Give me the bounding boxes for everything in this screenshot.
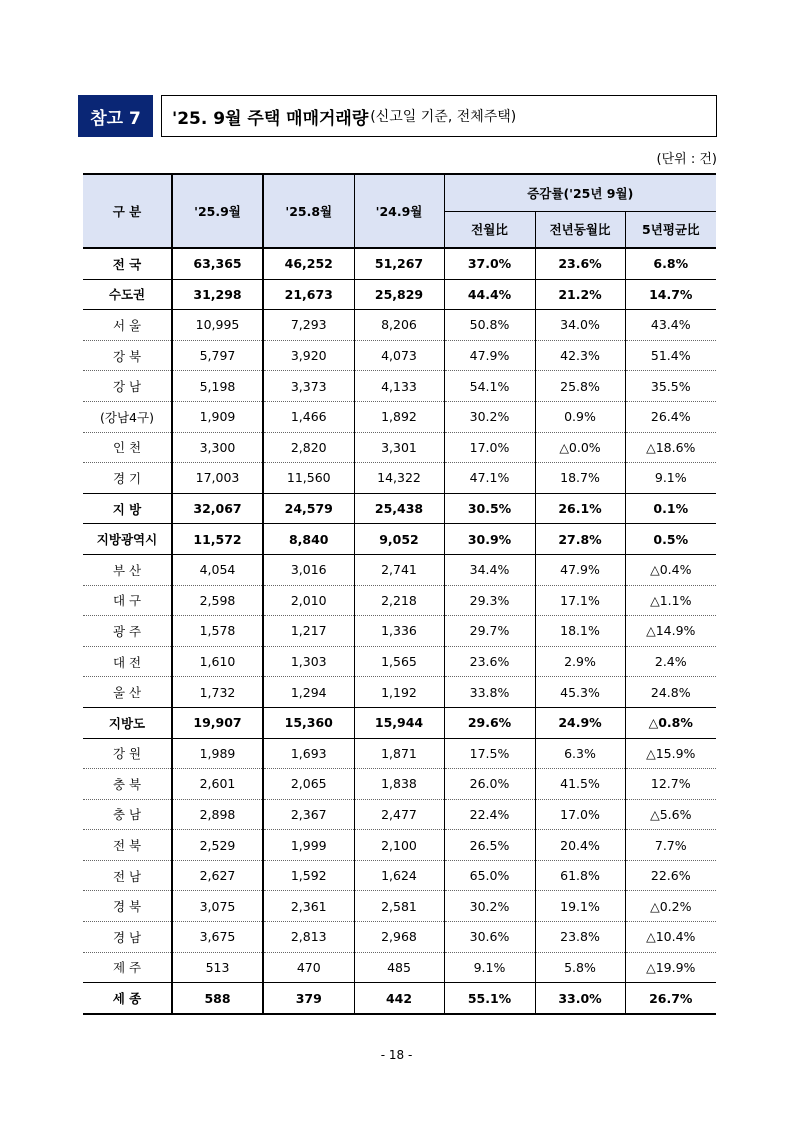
- mom-cell: 29.6%: [444, 707, 535, 738]
- yoy-cell: 42.3%: [535, 340, 625, 371]
- header-change-rate-group: 증감률('25년 9월): [444, 174, 716, 211]
- region-cell: 대 구: [83, 585, 172, 616]
- title-box: [161, 95, 717, 137]
- prev-year-cell: 2,218: [354, 585, 444, 616]
- prev-year-cell: 1,336: [354, 616, 444, 647]
- current-month-cell: 3,300: [172, 432, 263, 463]
- prev-month-cell: 2,065: [263, 769, 354, 800]
- prev-month-cell: 3,373: [263, 371, 354, 402]
- yoy-cell: 26.1%: [535, 493, 625, 524]
- table-row: [83, 463, 716, 494]
- table-row: [83, 830, 716, 861]
- table-row: [83, 707, 716, 738]
- mom-cell: 50.8%: [444, 310, 535, 341]
- avg5-cell: 51.4%: [625, 340, 716, 371]
- table-row: [83, 248, 716, 279]
- region-cell: 지방도: [83, 707, 172, 738]
- region-cell: 세 종: [83, 983, 172, 1014]
- region-cell: 경 남: [83, 922, 172, 953]
- mom-cell: 55.1%: [444, 983, 535, 1014]
- mom-cell: 54.1%: [444, 371, 535, 402]
- prev-month-cell: 7,293: [263, 310, 354, 341]
- region-cell: 경 북: [83, 891, 172, 922]
- current-month-cell: 1,578: [172, 616, 263, 647]
- prev-month-cell: 1,294: [263, 677, 354, 708]
- yoy-cell: 18.7%: [535, 463, 625, 494]
- region-cell: 대 전: [83, 646, 172, 677]
- current-month-cell: 10,995: [172, 310, 263, 341]
- table-row: [83, 371, 716, 402]
- prev-month-cell: 1,999: [263, 830, 354, 861]
- region-cell: 충 남: [83, 799, 172, 830]
- prev-year-cell: 25,438: [354, 493, 444, 524]
- current-month-cell: 2,601: [172, 769, 263, 800]
- table-row: [83, 340, 716, 371]
- title-bar: [78, 95, 717, 137]
- yoy-cell: 17.0%: [535, 799, 625, 830]
- header-prev-month: '25.8월: [263, 174, 354, 248]
- prev-year-cell: 4,133: [354, 371, 444, 402]
- table-row: [83, 738, 716, 769]
- avg5-cell: 14.7%: [625, 279, 716, 310]
- yoy-cell: 61.8%: [535, 860, 625, 891]
- mom-cell: 17.0%: [444, 432, 535, 463]
- avg5-cell: 9.1%: [625, 463, 716, 494]
- table-row: [83, 585, 716, 616]
- prev-month-cell: 1,217: [263, 616, 354, 647]
- current-month-cell: 63,365: [172, 248, 263, 279]
- current-month-cell: 2,529: [172, 830, 263, 861]
- current-month-cell: 588: [172, 983, 263, 1014]
- table-row: [83, 860, 716, 891]
- mom-cell: 22.4%: [444, 799, 535, 830]
- yoy-cell: 18.1%: [535, 616, 625, 647]
- prev-month-cell: 24,579: [263, 493, 354, 524]
- avg5-cell: △14.9%: [625, 616, 716, 647]
- prev-year-cell: 2,741: [354, 554, 444, 585]
- mom-cell: 30.2%: [444, 891, 535, 922]
- avg5-cell: 26.7%: [625, 983, 716, 1014]
- current-month-cell: 513: [172, 952, 263, 983]
- avg5-cell: △1.1%: [625, 585, 716, 616]
- mom-cell: 17.5%: [444, 738, 535, 769]
- prev-month-cell: 1,693: [263, 738, 354, 769]
- prev-month-cell: 1,303: [263, 646, 354, 677]
- avg5-cell: 0.5%: [625, 524, 716, 555]
- avg5-cell: 12.7%: [625, 769, 716, 800]
- prev-month-cell: 470: [263, 952, 354, 983]
- prev-month-cell: 2,367: [263, 799, 354, 830]
- table-row: [83, 646, 716, 677]
- yoy-cell: 21.2%: [535, 279, 625, 310]
- avg5-cell: 24.8%: [625, 677, 716, 708]
- avg5-cell: 2.4%: [625, 646, 716, 677]
- table-row: [83, 769, 716, 800]
- table-row: [83, 616, 716, 647]
- prev-year-cell: 51,267: [354, 248, 444, 279]
- mom-cell: 26.0%: [444, 769, 535, 800]
- prev-month-cell: 8,840: [263, 524, 354, 555]
- prev-year-cell: 2,968: [354, 922, 444, 953]
- region-cell: 지 방: [83, 493, 172, 524]
- region-cell: 충 북: [83, 769, 172, 800]
- housing-transactions-table: [83, 173, 716, 1015]
- prev-year-cell: 9,052: [354, 524, 444, 555]
- current-month-cell: 19,907: [172, 707, 263, 738]
- prev-month-cell: 2,820: [263, 432, 354, 463]
- current-month-cell: 31,298: [172, 279, 263, 310]
- region-cell: 인 천: [83, 432, 172, 463]
- current-month-cell: 5,198: [172, 371, 263, 402]
- current-month-cell: 32,067: [172, 493, 263, 524]
- region-cell: 전 북: [83, 830, 172, 861]
- prev-year-cell: 1,892: [354, 401, 444, 432]
- current-month-cell: 4,054: [172, 554, 263, 585]
- region-cell: 경 기: [83, 463, 172, 494]
- region-cell: 수도권: [83, 279, 172, 310]
- prev-year-cell: 2,100: [354, 830, 444, 861]
- yoy-cell: 2.9%: [535, 646, 625, 677]
- unit-label: (단위 : 건): [656, 152, 717, 167]
- table-row: [83, 554, 716, 585]
- header-region: 구 분: [83, 174, 172, 248]
- table-row: [83, 799, 716, 830]
- yoy-cell: 0.9%: [535, 401, 625, 432]
- table-row: [83, 677, 716, 708]
- yoy-cell: 17.1%: [535, 585, 625, 616]
- table-row: [83, 401, 716, 432]
- table-row: [83, 279, 716, 310]
- yoy-cell: 47.9%: [535, 554, 625, 585]
- header-yoy: 전년동월比: [535, 211, 625, 248]
- yoy-cell: 25.8%: [535, 371, 625, 402]
- avg5-cell: 0.1%: [625, 493, 716, 524]
- prev-month-cell: 2,010: [263, 585, 354, 616]
- prev-month-cell: 1,466: [263, 401, 354, 432]
- region-cell: 울 산: [83, 677, 172, 708]
- current-month-cell: 1,909: [172, 401, 263, 432]
- table-row: [83, 983, 716, 1014]
- current-month-cell: 1,989: [172, 738, 263, 769]
- current-month-cell: 11,572: [172, 524, 263, 555]
- current-month-cell: 5,797: [172, 340, 263, 371]
- mom-cell: 30.2%: [444, 401, 535, 432]
- prev-year-cell: 442: [354, 983, 444, 1014]
- table-row: [83, 310, 716, 341]
- prev-month-cell: 3,920: [263, 340, 354, 371]
- prev-month-cell: 11,560: [263, 463, 354, 494]
- mom-cell: 30.5%: [444, 493, 535, 524]
- region-cell: 강 북: [83, 340, 172, 371]
- current-month-cell: 1,610: [172, 646, 263, 677]
- prev-year-cell: 3,301: [354, 432, 444, 463]
- avg5-cell: △0.4%: [625, 554, 716, 585]
- prev-year-cell: 1,838: [354, 769, 444, 800]
- table-row: [83, 891, 716, 922]
- header-current-month: '25.9월: [172, 174, 263, 248]
- avg5-cell: △19.9%: [625, 952, 716, 983]
- page-number: - 18 -: [380, 1048, 413, 1062]
- mom-cell: 47.9%: [444, 340, 535, 371]
- current-month-cell: 3,675: [172, 922, 263, 953]
- avg5-cell: 26.4%: [625, 401, 716, 432]
- current-month-cell: 2,598: [172, 585, 263, 616]
- yoy-cell: △0.0%: [535, 432, 625, 463]
- prev-year-cell: 485: [354, 952, 444, 983]
- yoy-cell: 34.0%: [535, 310, 625, 341]
- table-row: [83, 524, 716, 555]
- avg5-cell: △0.8%: [625, 707, 716, 738]
- prev-month-cell: 46,252: [263, 248, 354, 279]
- prev-year-cell: 14,322: [354, 463, 444, 494]
- reference-badge: 참고 7: [78, 95, 153, 137]
- region-cell: 지방광역시: [83, 524, 172, 555]
- page-subtitle: (신고일 기준, 전체주택): [370, 109, 517, 125]
- avg5-cell: △18.6%: [625, 432, 716, 463]
- prev-month-cell: 15,360: [263, 707, 354, 738]
- prev-month-cell: 2,813: [263, 922, 354, 953]
- avg5-cell: △0.2%: [625, 891, 716, 922]
- mom-cell: 65.0%: [444, 860, 535, 891]
- table-row: [83, 493, 716, 524]
- region-cell: 부 산: [83, 554, 172, 585]
- prev-month-cell: 1,592: [263, 860, 354, 891]
- prev-year-cell: 1,565: [354, 646, 444, 677]
- mom-cell: 33.8%: [444, 677, 535, 708]
- prev-month-cell: 3,016: [263, 554, 354, 585]
- yoy-cell: 5.8%: [535, 952, 625, 983]
- region-cell: 강 남: [83, 371, 172, 402]
- prev-year-cell: 4,073: [354, 340, 444, 371]
- yoy-cell: 41.5%: [535, 769, 625, 800]
- yoy-cell: 24.9%: [535, 707, 625, 738]
- current-month-cell: 1,732: [172, 677, 263, 708]
- prev-month-cell: 21,673: [263, 279, 354, 310]
- avg5-cell: △5.6%: [625, 799, 716, 830]
- prev-year-cell: 1,871: [354, 738, 444, 769]
- yoy-cell: 45.3%: [535, 677, 625, 708]
- prev-year-cell: 25,829: [354, 279, 444, 310]
- mom-cell: 37.0%: [444, 248, 535, 279]
- table-row: [83, 922, 716, 953]
- yoy-cell: 20.4%: [535, 830, 625, 861]
- current-month-cell: 17,003: [172, 463, 263, 494]
- region-cell: 광 주: [83, 616, 172, 647]
- prev-year-cell: 1,624: [354, 860, 444, 891]
- current-month-cell: 3,075: [172, 891, 263, 922]
- yoy-cell: 33.0%: [535, 983, 625, 1014]
- region-cell: 제 주: [83, 952, 172, 983]
- mom-cell: 30.6%: [444, 922, 535, 953]
- mom-cell: 26.5%: [444, 830, 535, 861]
- prev-year-cell: 8,206: [354, 310, 444, 341]
- region-cell: 전 남: [83, 860, 172, 891]
- mom-cell: 47.1%: [444, 463, 535, 494]
- mom-cell: 30.9%: [444, 524, 535, 555]
- current-month-cell: 2,898: [172, 799, 263, 830]
- mom-cell: 29.3%: [444, 585, 535, 616]
- mom-cell: 34.4%: [444, 554, 535, 585]
- mom-cell: 9.1%: [444, 952, 535, 983]
- avg5-cell: 35.5%: [625, 371, 716, 402]
- prev-year-cell: 2,581: [354, 891, 444, 922]
- region-cell: (강남4구): [83, 401, 172, 432]
- prev-year-cell: 15,944: [354, 707, 444, 738]
- avg5-cell: 43.4%: [625, 310, 716, 341]
- yoy-cell: 27.8%: [535, 524, 625, 555]
- yoy-cell: 19.1%: [535, 891, 625, 922]
- table-row: [83, 952, 716, 983]
- page-title: '25. 9월 주택 매매거래량: [172, 108, 369, 129]
- avg5-cell: 6.8%: [625, 248, 716, 279]
- mom-cell: 23.6%: [444, 646, 535, 677]
- avg5-cell: △15.9%: [625, 738, 716, 769]
- region-cell: 강 원: [83, 738, 172, 769]
- avg5-cell: 22.6%: [625, 860, 716, 891]
- yoy-cell: 6.3%: [535, 738, 625, 769]
- region-cell: 서 울: [83, 310, 172, 341]
- mom-cell: 29.7%: [444, 616, 535, 647]
- yoy-cell: 23.8%: [535, 922, 625, 953]
- avg5-cell: △10.4%: [625, 922, 716, 953]
- header-5y-avg: 5년평균比: [625, 211, 716, 248]
- header-mom: 전월比: [444, 211, 535, 248]
- prev-month-cell: 379: [263, 983, 354, 1014]
- prev-month-cell: 2,361: [263, 891, 354, 922]
- region-cell: 전 국: [83, 248, 172, 279]
- avg5-cell: 7.7%: [625, 830, 716, 861]
- prev-year-cell: 1,192: [354, 677, 444, 708]
- prev-year-cell: 2,477: [354, 799, 444, 830]
- yoy-cell: 23.6%: [535, 248, 625, 279]
- current-month-cell: 2,627: [172, 860, 263, 891]
- mom-cell: 44.4%: [444, 279, 535, 310]
- table-row: [83, 432, 716, 463]
- header-prev-year: '24.9월: [354, 174, 444, 248]
